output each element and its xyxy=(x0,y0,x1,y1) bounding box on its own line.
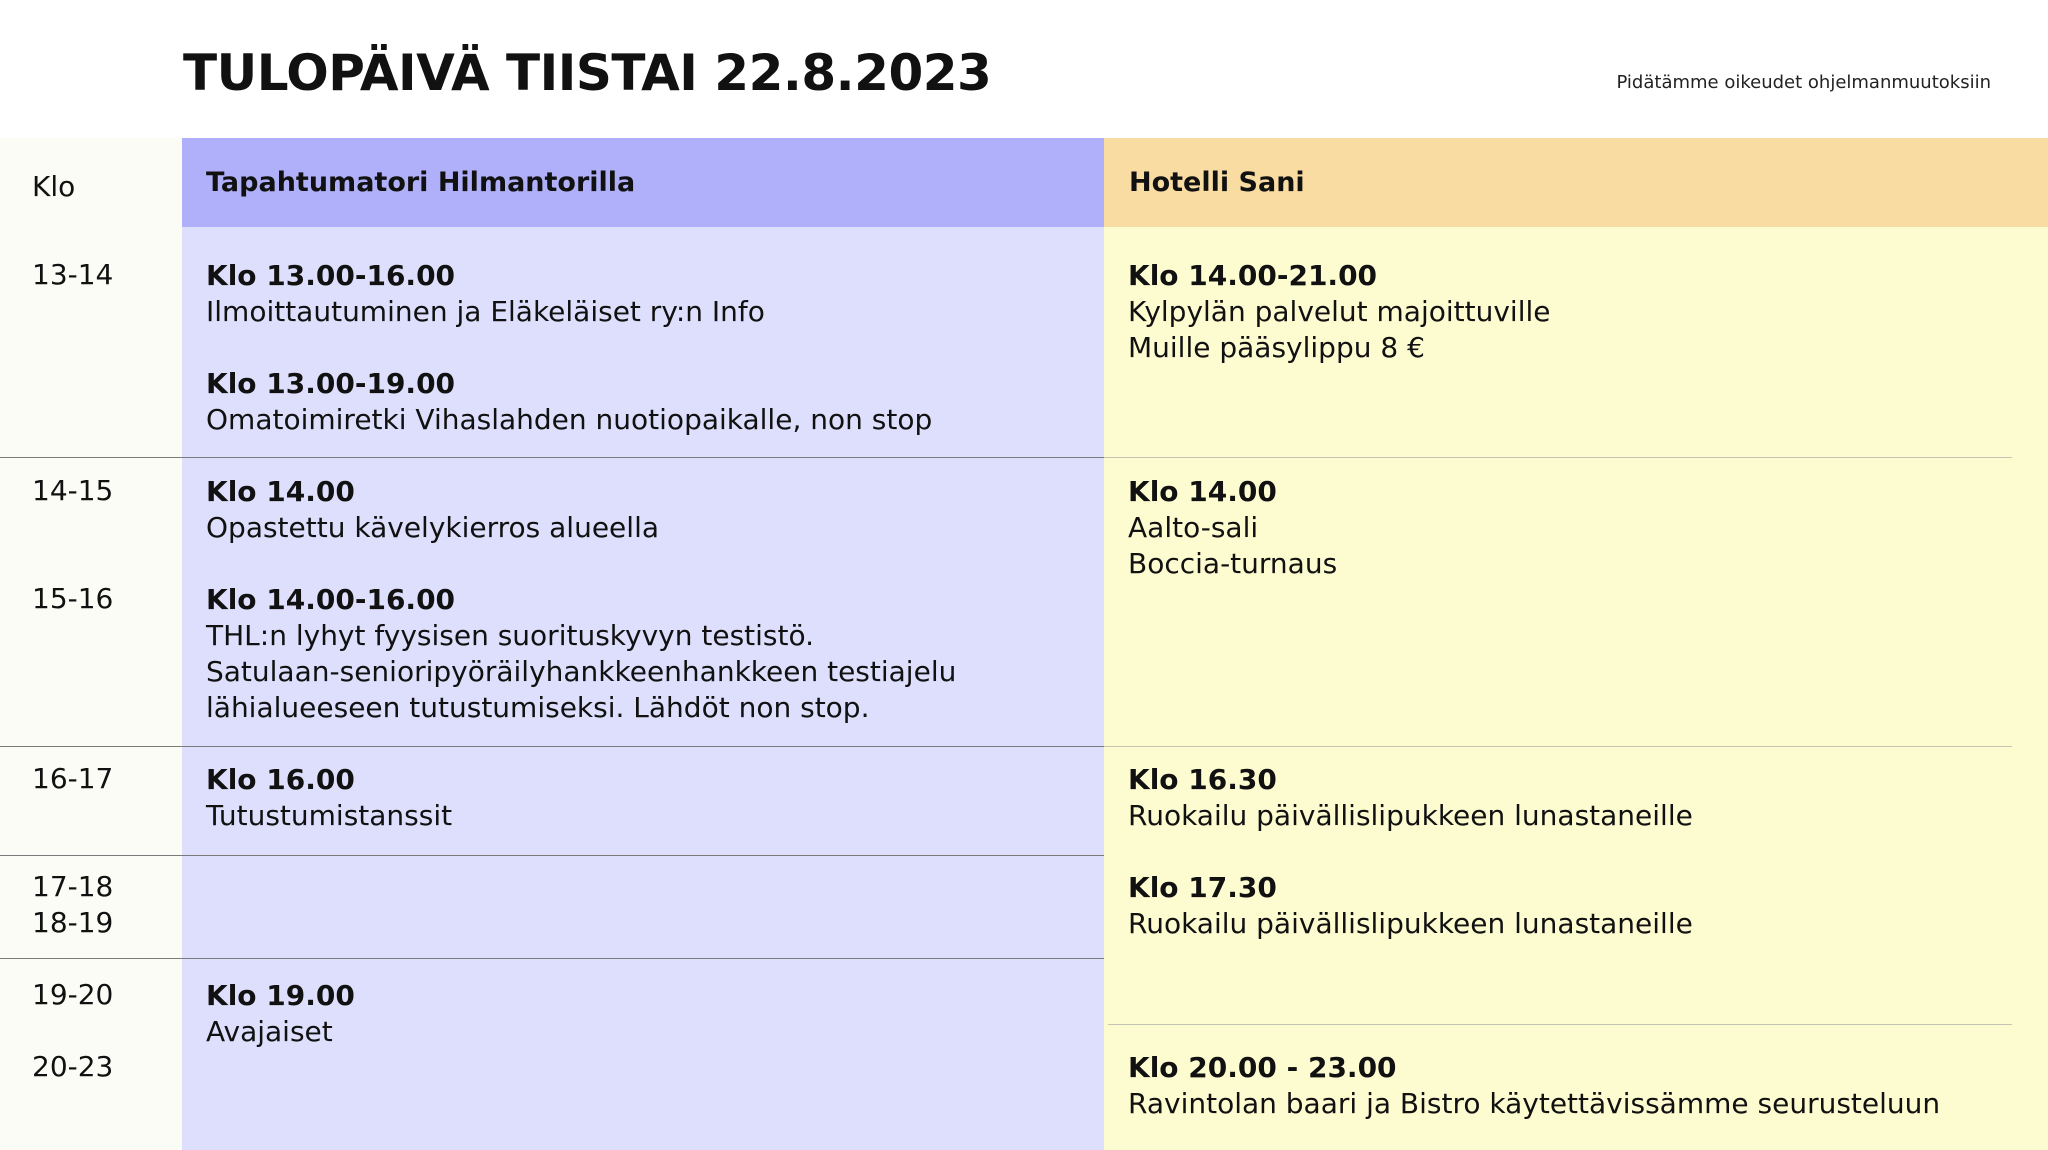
time-slot-20-23: 20-23 xyxy=(32,1050,114,1083)
venue-header-hotelli-sani: Hotelli Sani xyxy=(1104,138,2048,227)
row-divider xyxy=(1104,746,2012,747)
time-slot-16-17: 16-17 xyxy=(32,762,114,795)
event-time: Klo 14.00-16.00 xyxy=(206,583,456,616)
event-description: Avajaiset xyxy=(206,1015,333,1048)
event-time: Klo 20.00 - 23.00 xyxy=(1128,1051,1397,1084)
row-divider xyxy=(0,457,1104,458)
event-description: Boccia-turnaus xyxy=(1128,547,1338,580)
event-description: Ravintolan baari ja Bistro käytettävissämme seurusteluun xyxy=(1128,1087,1941,1120)
event-time: Klo 14.00-21.00 xyxy=(1128,259,1378,292)
time-slot-19-20: 19-20 xyxy=(32,978,114,1011)
event-time: Klo 19.00 xyxy=(206,979,355,1012)
schedule-change-notice: Pidätämme oikeudet ohjelmanmuutoksiin xyxy=(1616,72,1991,93)
event-time: Klo 16.00 xyxy=(206,763,355,796)
time-slot-18-19: 18-19 xyxy=(32,906,114,939)
time-slot-14-15: 14-15 xyxy=(32,474,114,507)
event-time: Klo 14.00 xyxy=(1128,475,1277,508)
event-block xyxy=(206,978,355,1050)
event-block xyxy=(206,474,659,546)
event-description: THL:n lyhyt fyysisen suorituskyvyn testistö. xyxy=(206,619,815,652)
event-block xyxy=(1128,1050,1940,1122)
row-divider xyxy=(1108,1024,2012,1025)
event-time: Klo 13.00-16.00 xyxy=(206,259,456,292)
row-divider xyxy=(0,746,1104,747)
event-description: Omatoimiretki Vihaslahden nuotiopaikalle, non stop xyxy=(206,403,933,436)
event-description: Muille pääsylippu 8 € xyxy=(1128,331,1425,364)
event-block xyxy=(206,366,932,438)
event-time: Klo 14.00 xyxy=(206,475,355,508)
event-description: Satulaan-senioripyöräilyhankkeenhankkeen testiajelu xyxy=(206,655,957,688)
event-time: Klo 16.30 xyxy=(1128,763,1277,796)
event-description: lähialueeseen tutustumiseksi. Lähdöt non stop. xyxy=(206,691,870,724)
time-column-header: Klo xyxy=(32,170,76,203)
event-block xyxy=(206,258,765,330)
event-block xyxy=(1128,870,1693,942)
time-slot-17-18: 17-18 xyxy=(32,870,114,903)
event-description: Tutustumistanssit xyxy=(206,799,453,832)
event-block xyxy=(206,582,956,726)
event-description: Ruokailu päivällislipukkeen lunastaneille xyxy=(1128,799,1693,832)
event-block xyxy=(1128,762,1693,834)
row-divider xyxy=(0,958,1104,959)
row-divider xyxy=(1104,457,2012,458)
venue-header-hilmantori: Tapahtumatori Hilmantorilla xyxy=(182,138,1104,227)
event-block xyxy=(1128,258,1550,366)
page-title: TULOPÄIVÄ TIISTAI 22.8.2023 xyxy=(183,44,992,102)
event-block xyxy=(206,762,452,834)
event-time: Klo 17.30 xyxy=(1128,871,1277,904)
event-time: Klo 13.00-19.00 xyxy=(206,367,456,400)
time-slot-13-14: 13-14 xyxy=(32,258,114,291)
event-description: Opastettu kävelykierros alueella xyxy=(206,511,660,544)
event-block xyxy=(1128,474,1337,582)
time-slot-15-16: 15-16 xyxy=(32,582,114,615)
event-description: Ilmoittautuminen ja Eläkeläiset ry:n Info xyxy=(206,295,765,328)
event-description: Aalto-sali xyxy=(1128,511,1259,544)
event-description: Ruokailu päivällislipukkeen lunastaneille xyxy=(1128,907,1693,940)
row-divider xyxy=(0,855,1104,856)
event-description: Kylpylän palvelut majoittuville xyxy=(1128,295,1551,328)
